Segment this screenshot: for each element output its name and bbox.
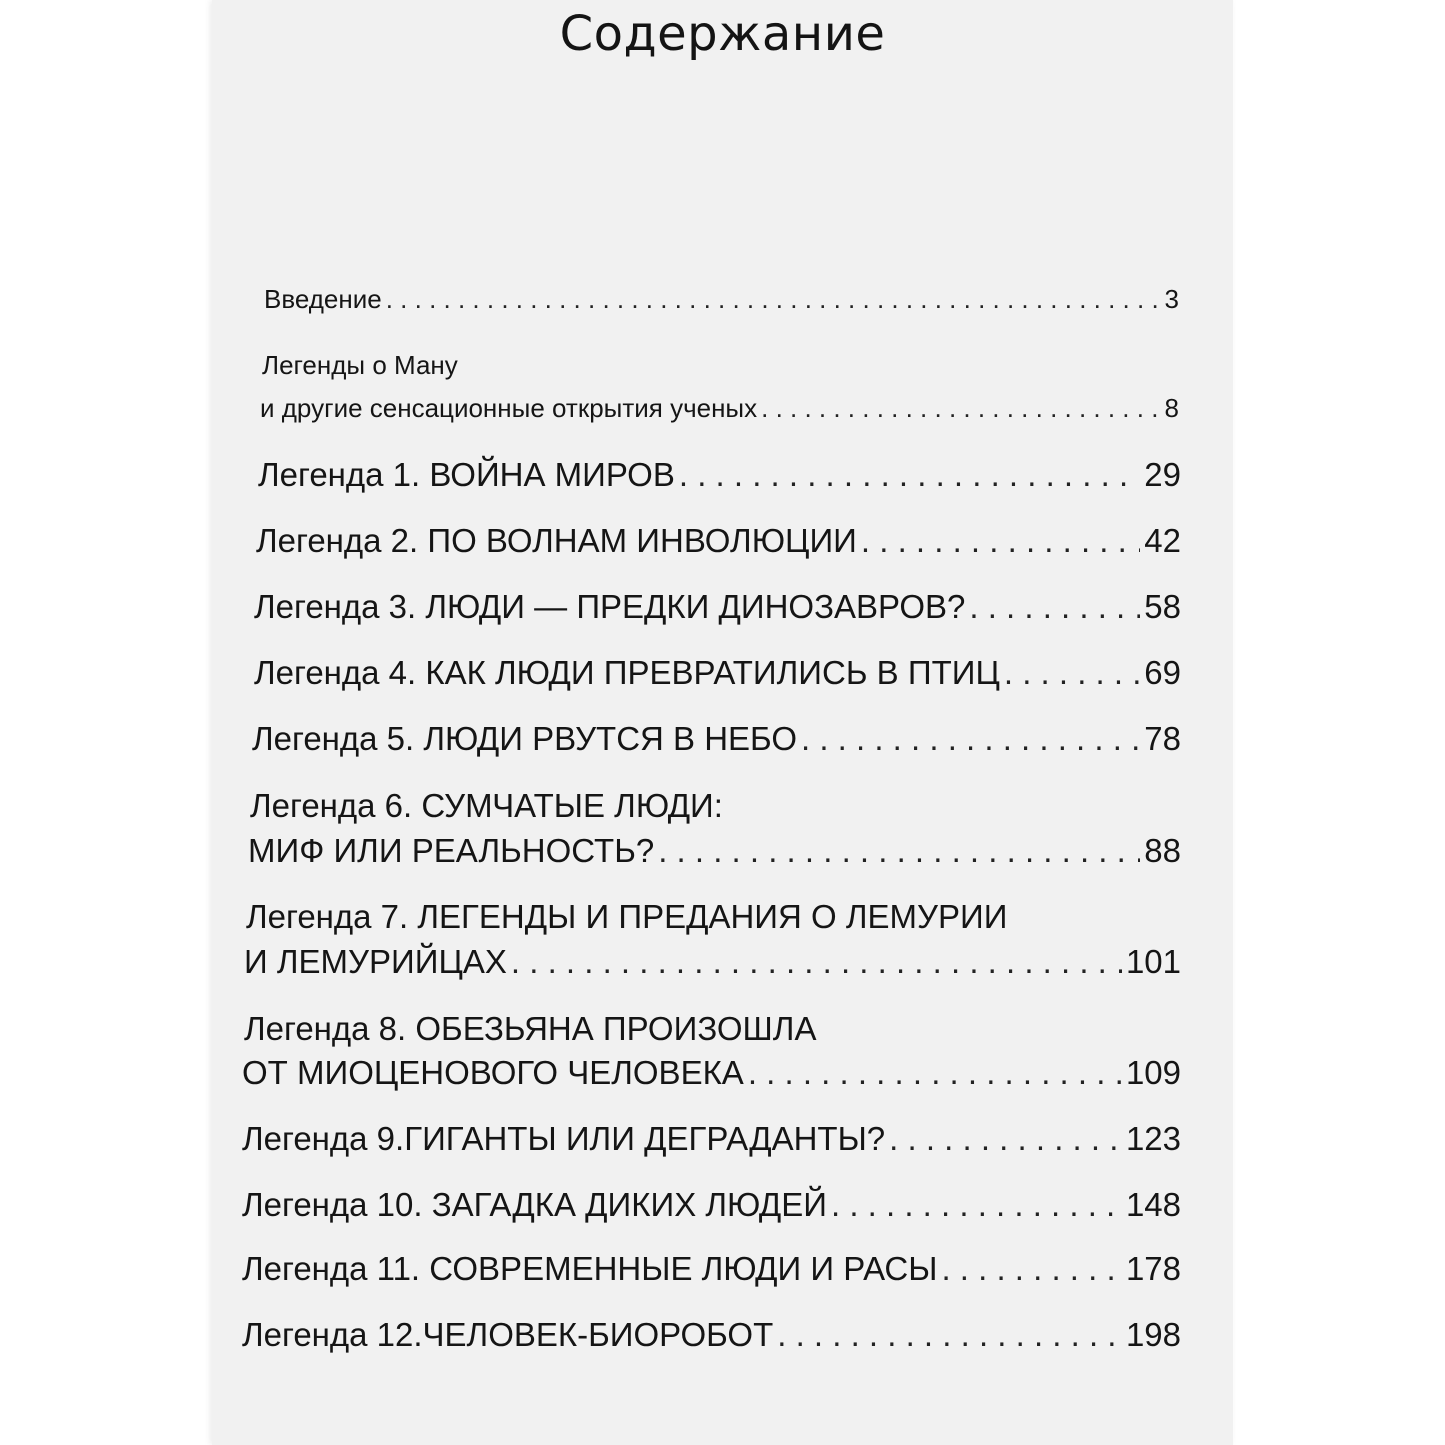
toc-entry-intro (264, 284, 1179, 315)
toc-entry-label: И ЛЕМУРИЙЦАХ (244, 943, 507, 980)
toc-entry-legend-7 (244, 943, 1181, 981)
toc-entry-legend-5 (252, 720, 1181, 758)
toc-entry-line1: Легенда 8. ОБЕЗЬЯНА ПРОИЗОШЛА (244, 1010, 817, 1047)
toc-entry-line1: Легенды о Ману (262, 350, 458, 380)
leader-dots (889, 1120, 1122, 1158)
toc-entry-page: 178 (1125, 1250, 1181, 1287)
leader-dots (777, 1316, 1122, 1354)
toc-entry-label: Легенда 1. ВОЙНА МИРОВ (258, 456, 675, 493)
toc-entry-label: МИФ ИЛИ РЕАЛЬНОСТЬ? (248, 832, 655, 869)
toc-entry-page: 88 (1144, 832, 1181, 869)
toc-entry-label: Легенда 5. ЛЮДИ РВУТСЯ В НЕБО (252, 720, 797, 757)
toc-entry-legend-11 (242, 1250, 1181, 1288)
toc-entry-legend-8 (242, 1054, 1181, 1092)
toc-entry-legend-9 (242, 1120, 1181, 1158)
toc-entry-page: 101 (1125, 943, 1181, 980)
toc-entry-legend-1 (258, 456, 1181, 494)
toc-entry-page: 148 (1125, 1186, 1181, 1223)
toc-entry-page: 78 (1144, 720, 1181, 757)
leader-dots (1004, 654, 1140, 692)
toc-entry-page: 42 (1144, 522, 1181, 559)
leader-dots (748, 1054, 1122, 1092)
toc-entry-label: Легенда 11. СОВРЕМЕННЫЕ ЛЮДИ И РАСЫ (242, 1250, 938, 1287)
leader-dots (658, 832, 1140, 870)
toc-entry-page: 3 (1164, 284, 1179, 314)
toc-entry-label: Введение (264, 284, 382, 314)
toc-entry-page: 58 (1144, 588, 1181, 625)
page-title: Содержание (559, 6, 886, 62)
toc-entry-page: 29 (1144, 456, 1181, 493)
toc-entry-manu (260, 393, 1179, 424)
toc-entry-page: 69 (1144, 654, 1181, 691)
leader-dots (801, 720, 1140, 758)
toc-entry-legend-3 (254, 588, 1181, 626)
leader-dots (761, 393, 1160, 424)
toc-entry-label: Легенда 10. ЗАГАДКА ДИКИХ ЛЮДЕЙ (242, 1186, 827, 1223)
toc-entry-label: и другие сенсационные открытия ученых (260, 393, 758, 423)
toc-entry-line1: Легенда 7. ЛЕГЕНДЫ И ПРЕДАНИЯ О ЛЕМУРИИ (246, 898, 1008, 935)
table-of-contents (212, 0, 1233, 1445)
toc-entry-page: 123 (1125, 1120, 1181, 1157)
toc-entry-label: Легенда 12.ЧЕЛОВЕК-БИОРОБОТ (242, 1316, 774, 1353)
book-page (212, 0, 1233, 1445)
leader-dots (386, 284, 1161, 315)
toc-entry-line1: Легенда 6. СУМЧАТЫЕ ЛЮДИ: (250, 787, 723, 824)
leader-dots (831, 1186, 1122, 1224)
toc-entry-label: Легенда 2. ПО ВОЛНАМ ИНВОЛЮЦИИ (256, 522, 857, 559)
toc-entry-page: 8 (1164, 393, 1179, 423)
toc-entry-label: ОТ МИОЦЕНОВОГО ЧЕЛОВЕКА (242, 1054, 744, 1091)
leader-dots (941, 1250, 1122, 1288)
toc-entry-legend-10 (242, 1186, 1181, 1224)
toc-entry-label: Легенда 9.ГИГАНТЫ ИЛИ ДЕГРАДАНТЫ? (242, 1120, 886, 1157)
toc-entry-page: 198 (1125, 1316, 1181, 1353)
toc-entry-label: Легенда 3. ЛЮДИ — ПРЕДКИ ДИНОЗАВРОВ? (254, 588, 966, 625)
leader-dots (969, 588, 1140, 626)
leader-dots (679, 456, 1140, 494)
toc-entry-legend-6 (248, 832, 1181, 870)
toc-entry-page: 109 (1125, 1054, 1181, 1091)
toc-entry-legend-4 (254, 654, 1181, 692)
leader-dots (511, 943, 1122, 981)
toc-entry-legend-12 (242, 1316, 1181, 1354)
toc-entry-legend-2 (256, 522, 1181, 560)
toc-entry-label: Легенда 4. КАК ЛЮДИ ПРЕВРАТИЛИСЬ В ПТИЦ (254, 654, 1000, 691)
leader-dots (861, 522, 1140, 560)
